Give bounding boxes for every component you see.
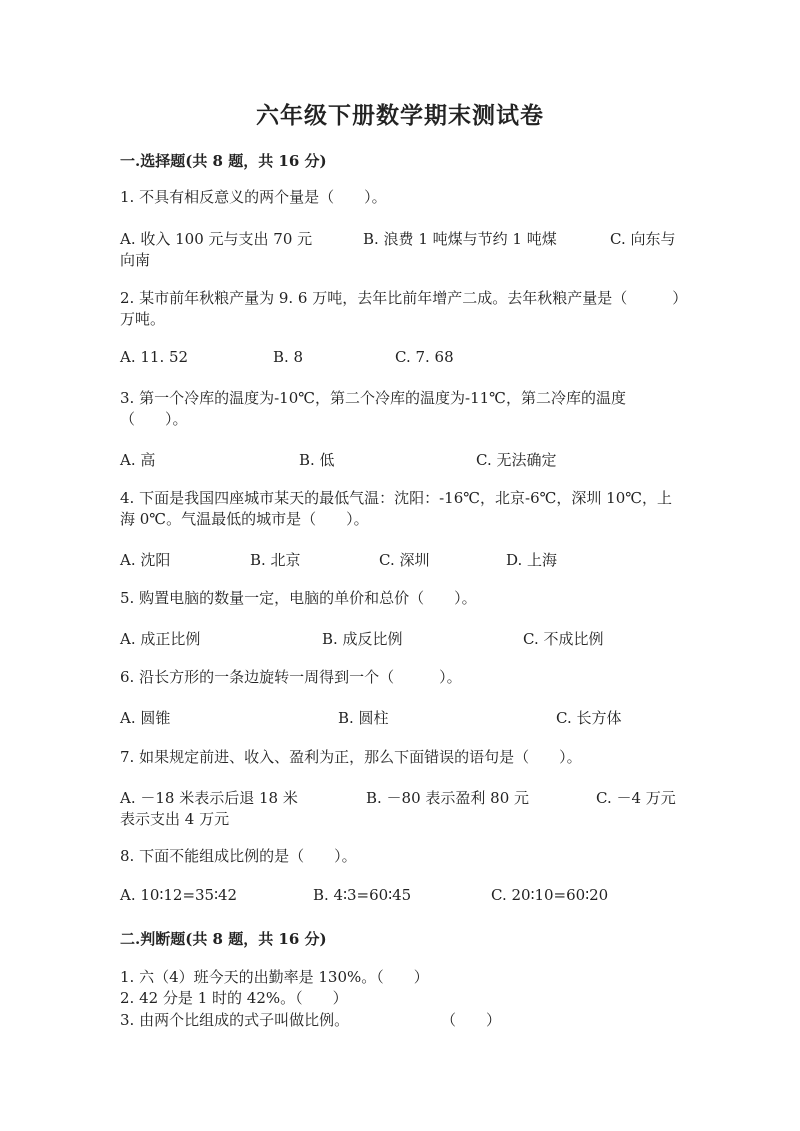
section-heading-choice: 一.选择题(共 8 题，共 16 分): [120, 152, 327, 170]
question-3-options: [120, 449, 680, 470]
option-b: B. 4∶3=60∶45: [313, 886, 412, 904]
judgement-3: 3. 由两个比组成的式子叫做比例。: [120, 1011, 350, 1029]
option-c: C. 20∶10=60∶20: [491, 886, 609, 904]
option-a: A. 成正比例: [120, 630, 201, 648]
question-7-options: [120, 787, 680, 808]
option-c: C. －4 万元: [596, 789, 676, 807]
question-5: 5. 购置电脑的数量一定，电脑的单价和总价（ ）。: [120, 589, 477, 607]
question-7: 7. 如果规定前进、收入、盈利为正，那么下面错误的语句是（ ）。: [120, 748, 582, 766]
question-8: 8. 下面不能组成比例的是（ ）。: [120, 847, 357, 865]
question-6-options: [120, 707, 680, 728]
option-a: A. 11. 52: [120, 348, 189, 366]
option-c: C. 向东与: [610, 230, 676, 248]
option-b: B. 8: [273, 348, 304, 366]
option-a: A. －18 米表示后退 18 米: [120, 789, 298, 807]
option-b: B. －80 表示盈利 80 元: [366, 789, 530, 807]
option-b: B. 圆柱: [338, 709, 389, 727]
question-4-options: [120, 549, 680, 570]
option-c: C. 7. 68: [395, 348, 454, 366]
option-d: D. 上海: [506, 551, 558, 569]
question-8-options: [120, 886, 680, 907]
option-continuation: 表示支出 4 万元: [120, 810, 230, 828]
question-2: 2. 某市前年秋粮产量为 9. 6 万吨，去年比前年增产二成。去年秋粮产量是（ ）万吨。: [120, 289, 680, 328]
option-a: A. 高: [120, 451, 156, 469]
option-a: A. 沈阳: [120, 551, 171, 569]
judgement-1: 1. 六（4）班今天的出勤率是 130%。（ ）: [120, 968, 429, 986]
option-c: C. 无法确定: [476, 451, 557, 469]
option-b: B. 成反比例: [322, 630, 403, 648]
option-b: B. 浪费 1 吨煤与节约 1 吨煤: [363, 230, 557, 248]
judgement-2: 2. 42 分是 1 时的 42%。（ ）: [120, 989, 348, 1007]
option-continuation: 向南: [120, 251, 151, 269]
option-c: C. 不成比例: [523, 630, 604, 648]
option-a: A. 收入 100 元与支出 70 元: [120, 230, 313, 248]
option-c: C. 深圳: [379, 551, 430, 569]
option-b: B. 低: [299, 451, 335, 469]
judgement-3-answer-parens: （ ）: [441, 1011, 502, 1029]
question-2-options: [120, 348, 680, 369]
section-heading-judgement: 二.判断题(共 8 题，共 16 分): [120, 930, 327, 948]
question-4: 4. 下面是我国四座城市某天的最低气温：沈阳：-16℃，北京-6℃，深圳 10℃，上海 0℃。气温最低的城市是（ ）。: [120, 489, 673, 528]
option-a: A. 10∶12=35∶42: [120, 886, 238, 904]
question-1-options: [120, 228, 680, 249]
question-3: 3. 第一个冷库的温度为-10℃，第二个冷库的温度为-11℃，第二冷库的温度（ ）。: [120, 389, 626, 428]
option-c: C. 长方体: [556, 709, 622, 727]
page-title: 六年级下册数学期末测试卷: [256, 102, 544, 129]
option-b: B. 北京: [250, 551, 301, 569]
question-5-options: [120, 628, 680, 649]
option-a: A. 圆锥: [120, 709, 171, 727]
question-1: 1. 不具有相反意义的两个量是（ ）。: [120, 188, 387, 206]
question-6: 6. 沿长方形的一条边旋转一周得到一个（ ）。: [120, 668, 462, 686]
